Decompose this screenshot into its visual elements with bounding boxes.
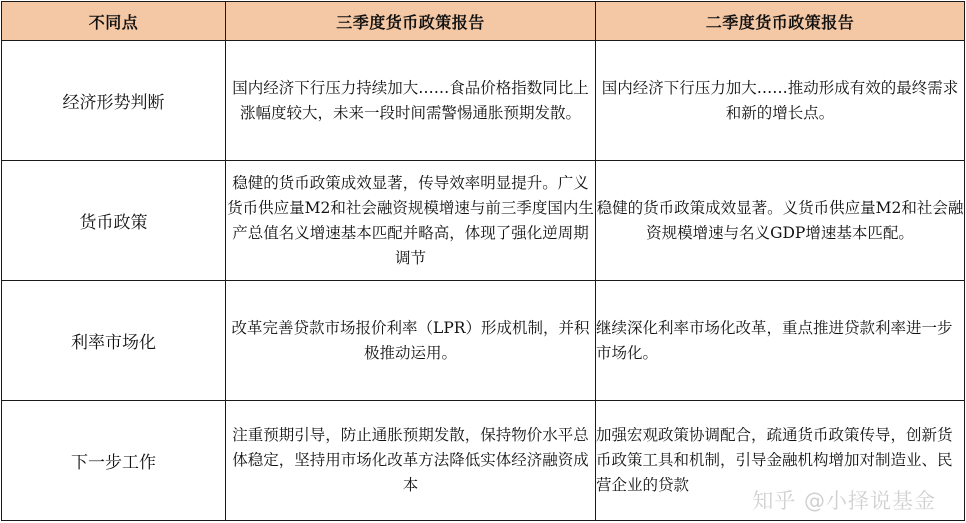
q2-cell: 国内经济下行压力加大……推动形成有效的最终需求和新的增长点。 [596, 41, 965, 161]
row-label: 下一步工作 [2, 401, 226, 521]
q3-cell: 稳健的货币政策成效显著，传导效率明显提升。广义货币供应量M2和社会融资规模增速与前三季度国内生产总值名义增速基本匹配并略高，体现了强化逆周期调节 [226, 161, 596, 281]
row-label: 经济形势判断 [2, 41, 226, 161]
watermark: 知乎 @小择说基金 [752, 489, 936, 513]
q3-cell: 改革完善贷款市场报价利率（LPR）形成机制，并积极推动运用。 [226, 281, 596, 401]
comparison-table [1, 1, 965, 521]
q2-cell: 继续深化利率市场化改革，重点推进贷款利率进一步市场化。 [596, 281, 965, 401]
header-q3-report: 三季度货币政策报告 [226, 2, 596, 41]
table-row [2, 281, 965, 401]
q3-cell: 国内经济下行压力持续加大……食品价格指数同比上涨幅度较大，未来一段时间需警惕通胀预期发散。 [226, 41, 596, 161]
table-row [2, 41, 965, 161]
header-diff: 不同点 [2, 2, 226, 41]
header-row [2, 2, 965, 41]
row-label: 利率市场化 [2, 281, 226, 401]
header-q2-report: 二季度货币政策报告 [596, 2, 965, 41]
q3-cell: 注重预期引导，防止通胀预期发散，保持物价水平总体稳定，坚持用市场化改革方法降低实体经济融资成本 [226, 401, 596, 521]
q2-cell: 加强宏观政策协调配合，疏通货币政策传导，创新货币政策工具和机制，引导金融机构增加对制造业、民营企业的贷款 [596, 401, 965, 521]
table-row [2, 401, 965, 521]
row-label: 货币政策 [2, 161, 226, 281]
q2-cell: 稳健的货币政策成效显著。义货币供应量M2和社会融资规模增速与名义GDP增速基本匹配。 [596, 161, 965, 281]
table-row [2, 161, 965, 281]
